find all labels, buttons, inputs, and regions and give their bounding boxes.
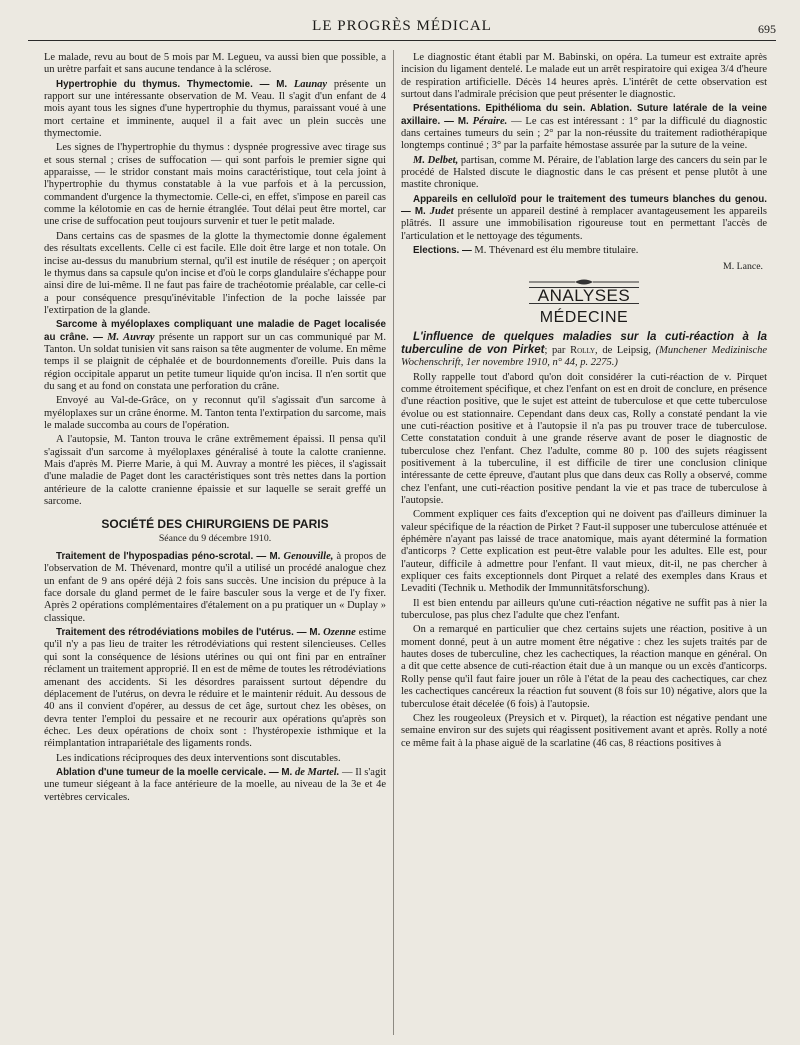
- retro-paragraph: [44, 627, 386, 750]
- sarcome-heading: Sarcome à myéloplaxes compliquant une maladie de Paget localisée au crâne. —: [44, 319, 386, 343]
- elections-paragraph: [401, 245, 767, 257]
- appareils-paragraph: [401, 194, 767, 243]
- hypospadias-heading: Traitement de l'hypospadias péno-scrotal. — M.: [56, 551, 281, 563]
- hypospadias-author: Genouville,: [283, 551, 334, 563]
- moelle-continued-paragraph: Le diagnostic étant établi par M. Babinski, on opéra. La tumeur est extraite après incision du ligament dentelé. Le malade eut un arrêt respiratoire qui exigea 3/4 d'heure de respiration artificielle. Décès 14 heures après. L'intérêt de cette observation est surtout dans l'admirale précision que peut présenter le diagnostic.: [401, 52, 767, 101]
- analyses-banner: [529, 287, 639, 304]
- sarcome-author: M. Auvray: [107, 331, 155, 343]
- article-author-prefix: ; par: [544, 344, 566, 356]
- epithelioma-heading: Présentations. Epithélioma du sein. Ablation. Suture latérale de la veine axillaire. — M.: [401, 103, 767, 127]
- seance-date: Séance du 9 décembre 1910.: [158, 532, 272, 544]
- thymus-spasms-paragraph: Dans certains cas de spasmes de la glotte la thymectomie donne également des résultats excellents. Celle ci est facile. Elle doit être large et non totale. On incise au-dessus du manubrium sternal, qu'il est inutile de réséquer ; on aperçoit le thymus dans sa capsule qu'on incise et d'où le corps glandulaire s'échappe pour ainsi dire de lui-même. Il ne faut pas faire de trachéotomie préalable, car celle-ci a pour conséquence presqu'inévitable l'infection de la poche laissée par l'extirpation de la glande.: [44, 230, 386, 316]
- sarcome-paragraph: [44, 319, 386, 393]
- article-paragraph-3: Il est bien entendu par ailleurs qu'une cuti-réaction négative ne suffit pas à nier la tuberculose, pas plus chez l'adulte que chez l'enfant.: [401, 597, 767, 622]
- retro-indications-paragraph: Les indications réciproques des deux interventions sont discutables.: [56, 752, 341, 764]
- article-reference: (Munchener Medizinische Wochenschrift, 1er novembre 1910, n° 44, p. 2275.): [401, 344, 767, 369]
- appareils-lead: présente un appareil destiné à remplacer avantageusement les appareils plâtrés. Il assure une immobilisation rigoureuse tout en permettant l'accès de l'articulation et le nettoyage des téguments.: [401, 206, 767, 242]
- article-paragraph-4: On a remarqué en particulier que chez certains sujets une réaction, positive à un moment donné, peut à un autre moment être négative : chez les sujets traités par de hautes doses de tuberculine, chez les cachectiques, la réaction manque en général. On a dit que cette absence de cuti-réaction était due à un manque ou un excès d'anticorps. Rolly pense qu'il faut faire jouer un rôle à l'état de la peau des cachectiques, car chez les cachectiques cancéreux la réaction fut souvent (8 fois sur 10) négative, alors que la tuberculose était décelée (6 fois) à l'autopsie.: [401, 624, 767, 710]
- article-title: L'influence de quelques maladies sur la cuti-réaction à la tuberculine de von Pirket: [401, 330, 767, 356]
- elections-heading: Elections. —: [413, 245, 472, 257]
- epithelioma-paragraph: [401, 103, 767, 152]
- moelle-lead: — Il s'agit une tumeur siégeant à la face antérieure de la moelle, au niveau de la 3e et 4e vertèbres cervicales.: [44, 766, 386, 803]
- society-title: SOCIÉTÉ DES CHIRURGIENS DE PARIS: [101, 517, 329, 532]
- moelle-paragraph: [44, 767, 386, 804]
- hypospadias-lead: à propos de l'observation de M. Thévenard, montre qu'il a utilisé un procédé analogue chez un enfant de 9 ans opéré déjà 2 fois sans succès. Une incision du prépuce à la face dorsale du gland permet de le faire basculer sous la verge et de l'y fixer. Après 2 opérations complémentaires d'étalement on a pu pratiquer un « Duplay » classique.: [44, 551, 386, 624]
- retro-heading: Traitement des rétrodéviations mobiles de l'utérus. — M.: [56, 627, 321, 639]
- analyses-title: ANALYSES: [537, 285, 631, 305]
- thymus-heading: Hypertrophie du thymus. Thymectomie. — M.: [56, 78, 288, 90]
- intro-paragraph: Le malade, revu au bout de 5 mois par M. Legueu, va aussi bien que possible, a un urètre parfait et sans aucune tendance à la sclérose.: [44, 52, 386, 76]
- article-author: Rolly,: [570, 344, 598, 356]
- retro-author: Ozenne: [323, 627, 356, 639]
- retro-lead: estime qu'il n'y a pas lieu de traiter les rétrodéviations qui restent silencieuses. Celles qui sont la conséquence de lésions utérines ou qui ont fini par en entraîner réclament un traitement approprié. Il en est de même de toutes les rétrodéviations amenant des accidents. Si les désordres paraissent surtout dépendre du déplacement de l'utérus, on devra le réduire et le maintenir réduit. Au dessous de 40 ans il convient d'opérer, au dessus de cet âge, surtout chez les obèses, on devra tenter l'emploi du pessaire et ne recourir aux opérations qu'après son échec. Les deux opérations de choix sont : l'hystéropexie isthmique et la réimplantation intrapariétale des ligaments ronds.: [44, 627, 386, 750]
- column-divider: [393, 50, 394, 1035]
- epithelioma-author: Péraire.: [472, 115, 508, 127]
- elections-text: M. Thévenard est élu membre titulaire.: [474, 245, 639, 257]
- sarcome-valdegrace-paragraph: Envoyé au Val-de-Grâce, on y reconnut qu'il s'agissait d'un sarcome à myéloplaxes sur un crâne énorme. M. Tanton tenta l'extirpation du sarcome, mais le malade succomba au cours de l'opération.: [44, 395, 386, 431]
- appareils-author: Judet: [429, 206, 454, 218]
- article-paragraph-2: Comment expliquer ces faits d'exception qui ne doivent pas d'ailleurs diminuer la valeur spécifique de la réaction de Pirket ? Faut-il supposer une tuberculose atténuée et éphémère n'ayant pas laissé de trace anatomique, mais ayant déterminé la formation d'anticorps ? Cette explication est peut-être valable pour les adultes. Elle est, pour l'auteur, difficile à admettre pour l'enfant. Il vaut mieux, dit-il, ne pas chercher à expliquer ces faits exceptionnels dont Pirquet a relaté des exemples dans Kraus et Levaditi (Technik u. Methodik der Immunnitätsforschung).: [401, 509, 767, 595]
- hypospadias-paragraph: [44, 551, 386, 625]
- thymus-author: Launay: [293, 78, 328, 90]
- thymus-paragraph: [44, 79, 386, 141]
- page-header: [28, 14, 776, 41]
- article-paragraph-1: Rolly rappelle tout d'abord qu'on doit considérer la cuti-réaction de v. Pirquet comme étroitement spécifique, et chez l'enfant on est en droit de conclure, en présence d'une réaction positive, que le sujet est atteint de tuberculose et que cette tuberculose évolue ou est stationnaire. Cependant dans deux cas, Rolly a constaté pendant la vie une cuti-réaction positive et à l'autopsie il n'a pas pu trouver trace de tuberculose. Cette constatation conduit à une grande réserve avant de poser le diagnostic de tuberculose chez l'enfant. Chez l'adulte, comme 80 p. 100 des sujets réagissent positivement à la tuberculine, il est difficile de tirer une conclusion clinique intéressante de cette épreuve, d'autant plus que dans deux cas Rolly a observé, comme chez l'enfant, une cuti-réaction positive pendant la vie et pas trace de tuberculose à l'autopsie.: [401, 371, 767, 506]
- thymus-signs-paragraph: Les signes de l'hypertrophie du thymus : dyspnée progressive avec tirage sus et sous sternal ; crises de suffocation — qui sont parfois le premier signe qui apparaisse, — le stridor constant mais moins caractéristique, tout cela joint à l'hypertrophie du thymus constatable à la vue parfois et à la percussion, commandent d'urgence la thymectomie. Celle-ci, en effet, s'impose en pareil cas comme la kélotomie en cas de hernie étranglée. Tout délai peut être mortel, car une crise de suffocation peut toujours survenir et tuer le petit malade.: [44, 142, 386, 228]
- right-column: [401, 52, 767, 1037]
- journal-title: LE PROGRÈS MÉDICAL: [312, 18, 492, 34]
- sarcome-autopsy-paragraph: A l'autopsie, M. Tanton trouva le crâne extrêmement épaissi. Il pensa qu'il s'agissait d'un sarcome à myéloplaxes généralisé à toute la calotte cranienne. Mais d'après M. Pierre Marie, à qui M. Auvray a montré les pièces, il s'agissait d'une maladie de Paget dont les caractéristiques sont très nettes dans la portion antérieure de la calotte cranienne épaissie et sur laquelle se serait greffé un sarcome.: [44, 434, 386, 508]
- article-place: de Leipsig,: [602, 344, 652, 356]
- appareils-heading: Appareils en celluloïd pour le traitement des tumeurs blanches du genou. — M.: [401, 193, 767, 218]
- thymus-lead: présente un rapport sur une intéressante observation de M. Veau. Il s'agit d'un enfant de 4 mois ayant tous les signes d'une hypertrophie du thymus, paraissant voué à une mort certaine et imminente, auquel il a fait avec un plein succès une thymectomie.: [44, 78, 386, 140]
- delbet-text: partisan, comme M. Péraire, de l'ablation large des cancers du sein par le procédé de Halsted discute le diagnostic dans le cas présent et pense plutôt à une mastite chronique.: [401, 154, 767, 191]
- left-column: [44, 52, 386, 1037]
- article-paragraph-5: Chez les rougeoleux (Preysich et v. Pirquet), la réaction est négative pendant une semaine environ sur des sujets qui réagissent positivement avant et après. Rolly a noté ce même fait à la phase aiguë de la scarlatine (46 cas, 8 réactions positives à: [401, 712, 767, 749]
- epithelioma-lead: — Le cas est intéressant : 1° par la difficulé du diagnostic dans certaines tumeurs du sein ; 2° par la non-réussite du traitement radiothérapique longtemps continué ; 3° par la parfaite hémostase assurée par la suture de la veine.: [401, 115, 767, 152]
- page-number: 695: [758, 22, 776, 36]
- article-header: [401, 331, 767, 370]
- medecine-title: MÉDECINE: [539, 309, 629, 327]
- moelle-heading: Ablation d'une tumeur de la moelle cervicale. — M.: [56, 766, 293, 778]
- moelle-author: de Martel.: [294, 766, 340, 778]
- delbet-author: M. Delbet,: [413, 154, 459, 166]
- signature: M. Lance.: [723, 260, 763, 272]
- delbet-paragraph: [401, 155, 767, 192]
- sarcome-lead: présente un rapport sur un cas communiqué par M. Tanton. Un soldat tunisien vit sans raison sa tête augmenter de volume. En même temps il se plaignit de céphalée et de bourdonnements d'oreille. Puis dans la région occipitale apparut un petite tumeur liquide qu'on incisa. Il n'en sortit que du sang et au fond on constata une perforation du crâne.: [44, 331, 386, 392]
